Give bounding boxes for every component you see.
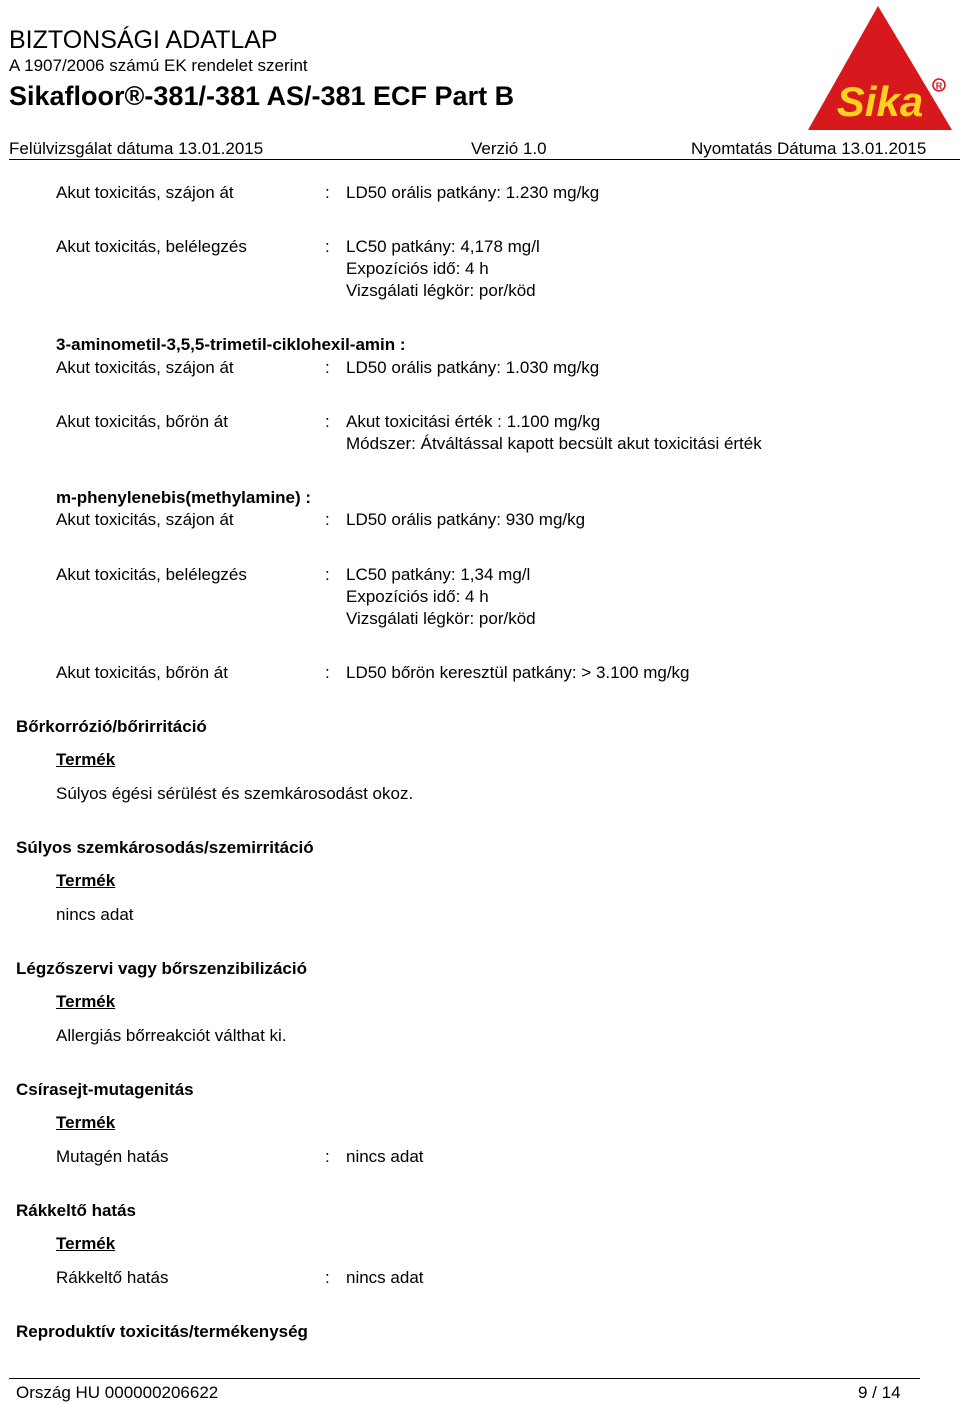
- tox-label: Akut toxicitás, szájon át: [56, 358, 234, 377]
- footer-country: Ország HU 000000206622: [16, 1383, 219, 1402]
- version: Verzió 1.0: [471, 139, 547, 158]
- section-heading: Súlyos szemkárosodás/szemirritáció: [16, 838, 314, 857]
- tox-value: LC50 patkány: 4,178 mg/l: [346, 237, 540, 256]
- property-separator: :: [325, 1147, 330, 1166]
- tox-separator: :: [325, 510, 330, 529]
- product-subheading: Termék: [56, 871, 116, 890]
- svg-text:R: R: [935, 81, 943, 91]
- property-label: Rákkeltő hatás: [56, 1268, 169, 1287]
- section-heading: Reproduktív toxicitás/termékenység: [16, 1322, 308, 1341]
- product-subheading: Termék: [56, 1113, 116, 1132]
- product-name: Sikafloor®-381/-381 AS/-381 ECF Part B: [9, 81, 515, 111]
- tox-separator: :: [325, 412, 330, 431]
- section-heading: Légzőszervi vagy bőrszenzibilizáció: [16, 959, 307, 978]
- tox-label: Akut toxicitás, belélegzés: [56, 237, 247, 256]
- product-subheading: Termék: [56, 750, 116, 769]
- substance-name: m-phenylenebis(methylamine) :: [56, 488, 312, 507]
- tox-label: Akut toxicitás, szájon át: [56, 183, 234, 202]
- tox-value: Akut toxicitási érték : 1.100 mg/kg: [346, 412, 601, 431]
- tox-value: Expozíciós idő: 4 h: [346, 259, 489, 278]
- product-subheading: Termék: [56, 1234, 116, 1253]
- regulation-line: A 1907/2006 számú EK rendelet szerint: [9, 56, 308, 75]
- sika-logo-icon: [806, 4, 956, 132]
- tox-label: Akut toxicitás, szájon át: [56, 510, 234, 529]
- section-text: Allergiás bőrreakciót válthat ki.: [56, 1026, 287, 1045]
- tox-label: Akut toxicitás, bőrön át: [56, 663, 228, 682]
- tox-value: Vizsgálati légkör: por/köd: [346, 281, 536, 300]
- section-heading: Bőrkorrózió/bőrirritáció: [16, 717, 207, 736]
- tox-value: Vizsgálati légkör: por/köd: [346, 609, 536, 628]
- logo-text: Sika: [836, 78, 924, 125]
- revision-date: Felülvizsgálat dátuma 13.01.2015: [9, 139, 264, 158]
- section-heading: Csírasejt-mutagenitás: [16, 1080, 194, 1099]
- property-value: nincs adat: [346, 1268, 424, 1287]
- print-date: Nyomtatás Dátuma 13.01.2015: [691, 139, 927, 158]
- property-value: nincs adat: [346, 1147, 424, 1166]
- substance-name: 3-aminometil-3,5,5-trimetil-ciklohexil-amin :: [56, 335, 406, 354]
- product-subheading: Termék: [56, 992, 116, 1011]
- tox-value: LD50 orális patkány: 1.030 mg/kg: [346, 358, 600, 377]
- tox-separator: :: [325, 565, 330, 584]
- tox-label: Akut toxicitás, bőrön át: [56, 412, 228, 431]
- property-separator: :: [325, 1268, 330, 1287]
- tox-label: Akut toxicitás, belélegzés: [56, 565, 247, 584]
- tox-value: LD50 bőrön keresztül patkány: > 3.100 mg/kg: [346, 663, 690, 682]
- document-title: BIZTONSÁGI ADATLAP: [9, 26, 278, 54]
- tox-value: Módszer: Átváltással kapott becsült akut toxicitási érték: [346, 434, 762, 453]
- tox-separator: :: [325, 663, 330, 682]
- header-divider: [9, 159, 960, 160]
- property-label: Mutagén hatás: [56, 1147, 169, 1166]
- tox-value: LD50 orális patkány: 930 mg/kg: [346, 510, 586, 529]
- tox-value: LC50 patkány: 1,34 mg/l: [346, 565, 531, 584]
- section-heading: Rákkeltő hatás: [16, 1201, 136, 1220]
- tox-value: LD50 orális patkány: 1.230 mg/kg: [346, 183, 600, 202]
- footer-divider: [9, 1378, 920, 1379]
- tox-separator: :: [325, 183, 330, 202]
- section-text: nincs adat: [56, 905, 134, 924]
- tox-value: Expozíciós idő: 4 h: [346, 587, 489, 606]
- tox-separator: :: [325, 358, 330, 377]
- section-text: Súlyos égési sérülést és szemkárosodást okoz.: [56, 784, 414, 803]
- tox-separator: :: [325, 237, 330, 256]
- page-number: 9 / 14: [858, 1383, 901, 1402]
